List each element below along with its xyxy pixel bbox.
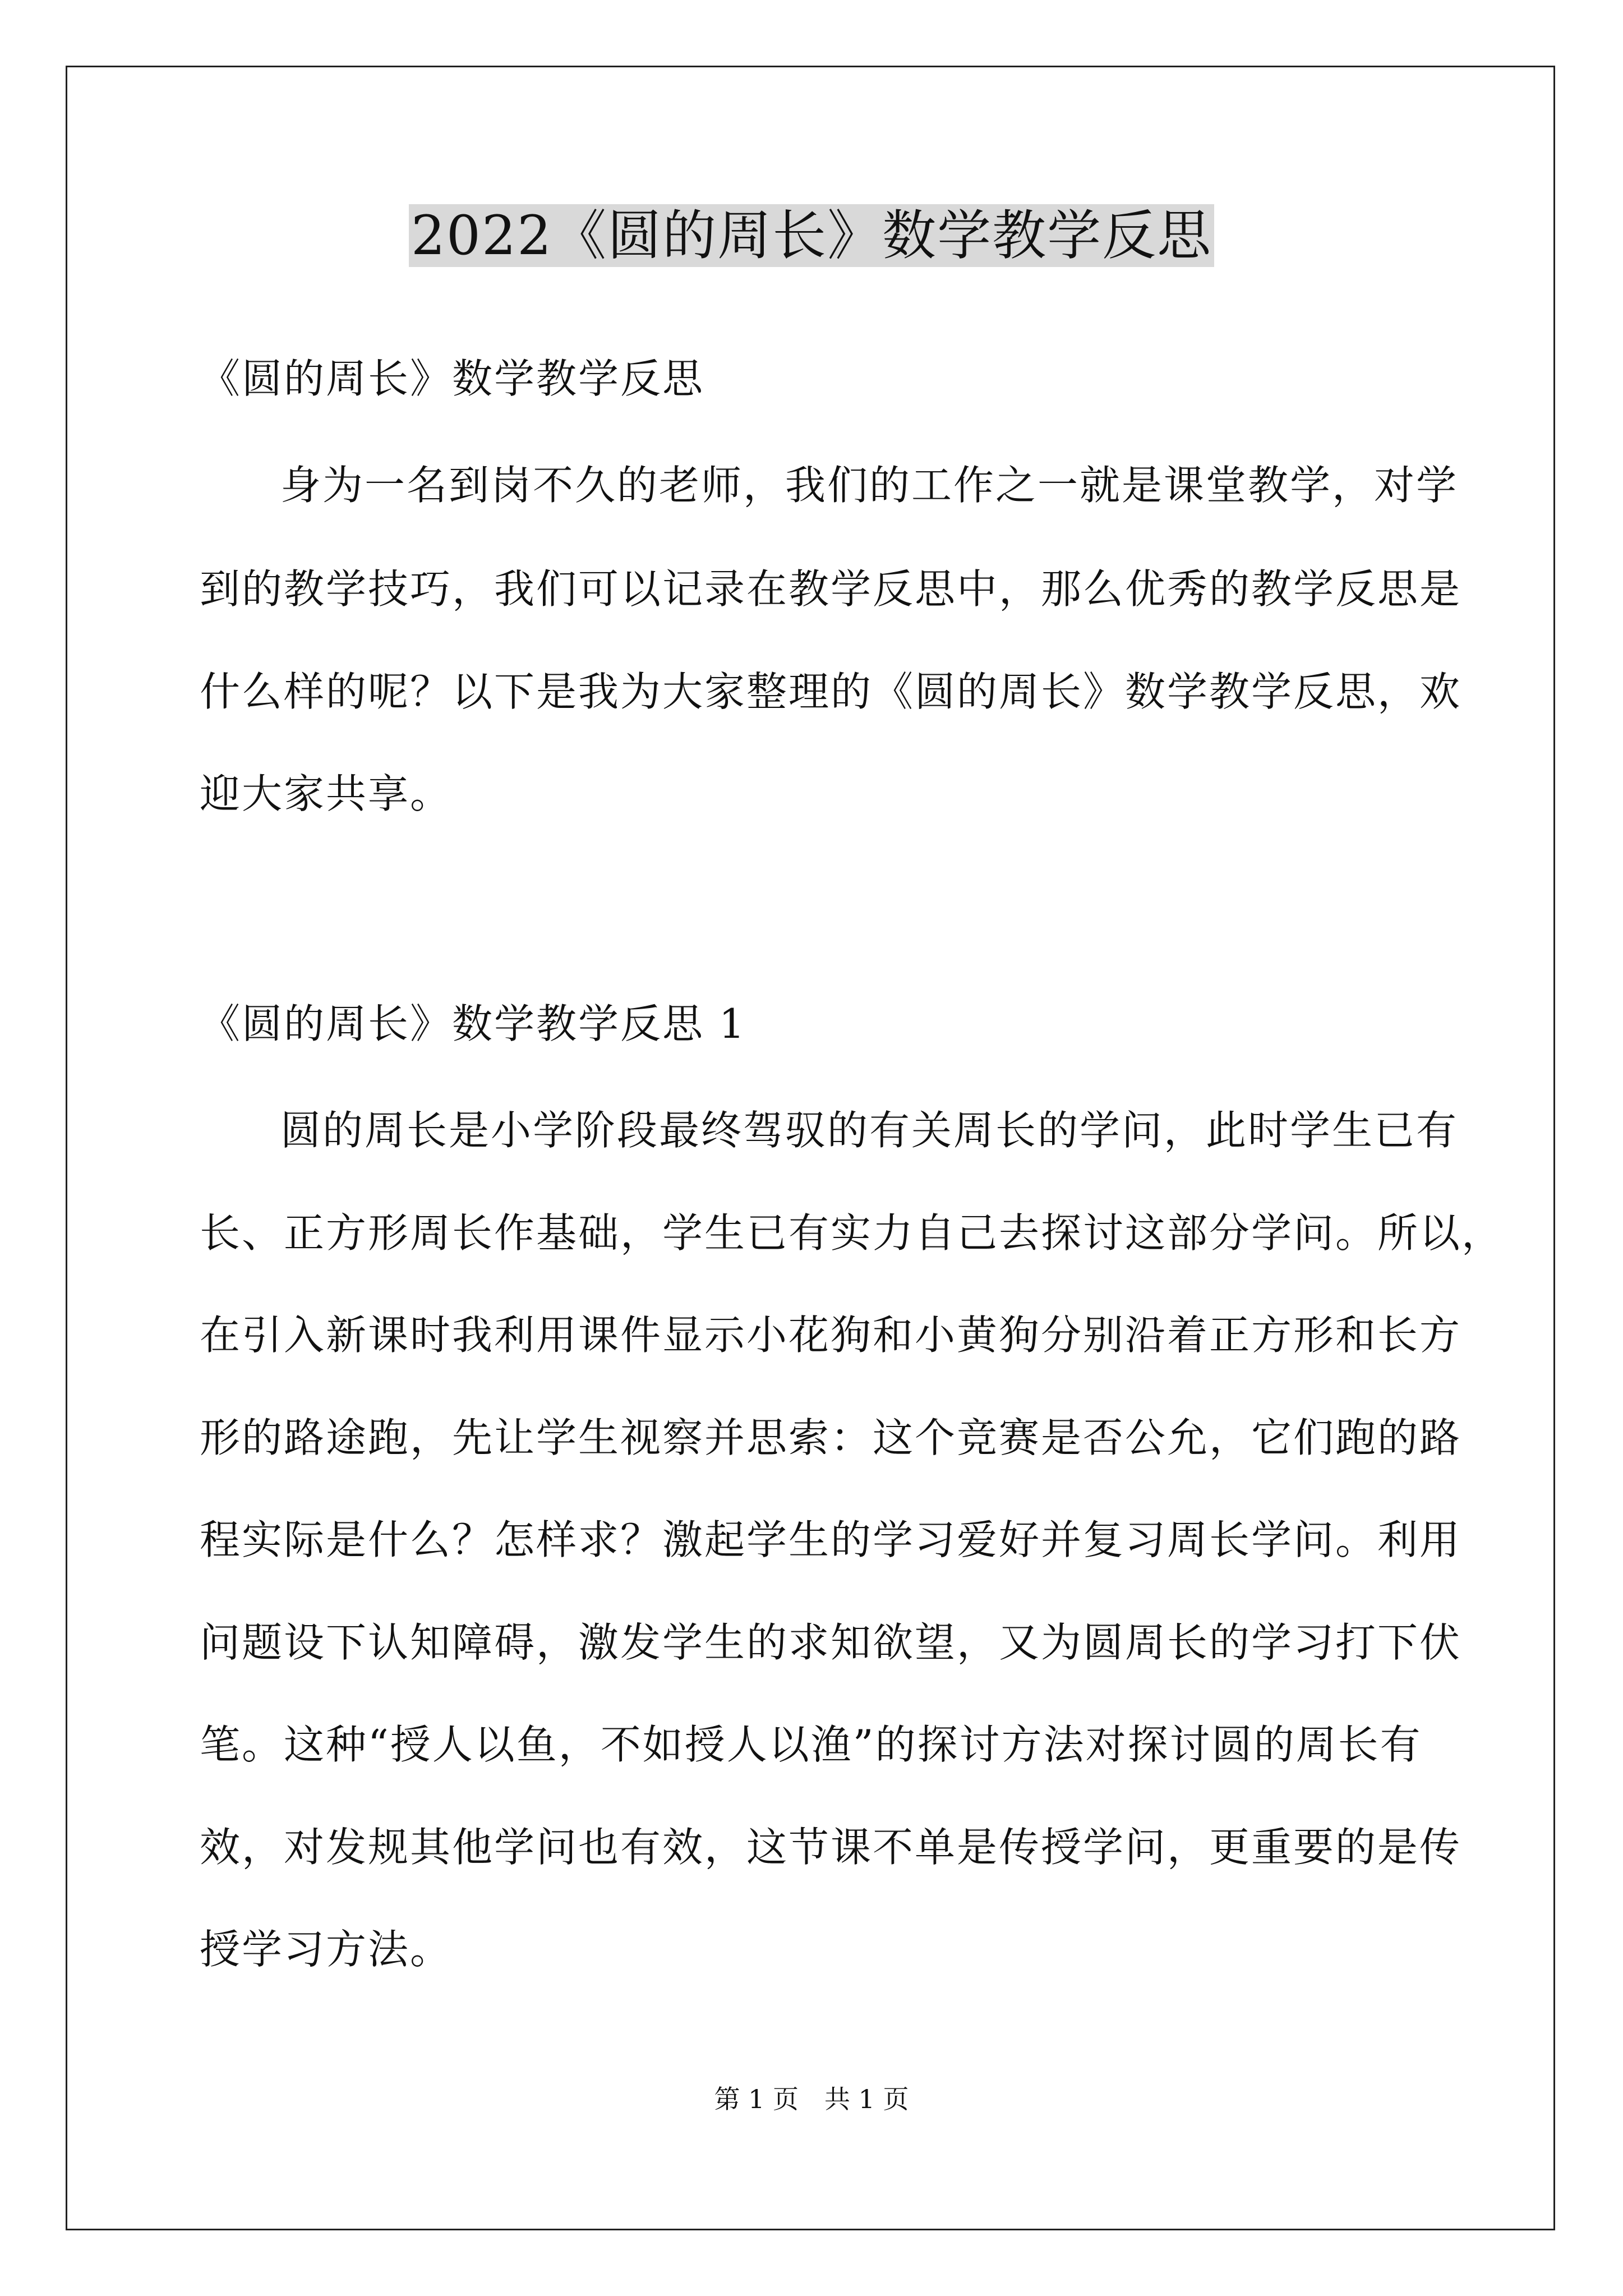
section-1-line-6: 问题设下认知障碍，激发学生的求知欲望，又为圆周长的学习打下伏 (200, 1619, 1462, 1666)
section-1-line-8: 效，对发规其他学问也有效，这节课不单是传授学问，更重要的是传 (200, 1824, 1462, 1871)
section-1-line-7: 笔。这种“授人以鱼，不如授人以渔”的探讨方法对探讨圆的周长有 (200, 1721, 1422, 1768)
page-number-footer: 第 1 页 共 1 页 (714, 2084, 909, 2114)
intro-paragraph-line-1: 身为一名到岗不久的老师，我们的工作之一就是课堂教学，对学 (280, 462, 1459, 509)
intro-paragraph-line-3: 什么样的呢？以下是我为大家整理的《圆的周长》数学教学反思，欢 (200, 668, 1462, 715)
document-title (0, 199, 1623, 272)
section-1-line-3: 在引入新课时我利用课件显示小花狗和小黄狗分别沿着正方形和长方 (200, 1312, 1462, 1359)
document-title-text: 2022《圆的周长》数学教学反思 (409, 204, 1214, 267)
section-1-line-2: 长、正方形周长作基础，学生已有实力自己去探讨这部分学问。所以， (200, 1209, 1504, 1257)
intro-paragraph-line-2: 到的教学技巧，我们可以记录在教学反思中，那么优秀的教学反思是 (200, 565, 1462, 613)
section-1-line-1: 圆的周长是小学阶段最终驾驭的有关周长的学问，此时学生已有 (280, 1107, 1459, 1154)
section-1-line-9: 授学习方法。 (200, 1926, 453, 1973)
section-1-line-4: 形的路途跑，先让学生视察并思索：这个竞赛是否公允，它们跑的路 (200, 1414, 1462, 1461)
section-1-line-5: 程实际是什么？怎样求？激起学生的学习爱好并复习周长学问。利用 (200, 1516, 1462, 1563)
document-subtitle: 《圆的周长》数学教学反思 (200, 355, 705, 402)
section-1-heading: 《圆的周长》数学教学反思 1 (200, 1000, 746, 1047)
intro-paragraph-line-4: 迎大家共享。 (200, 770, 453, 817)
